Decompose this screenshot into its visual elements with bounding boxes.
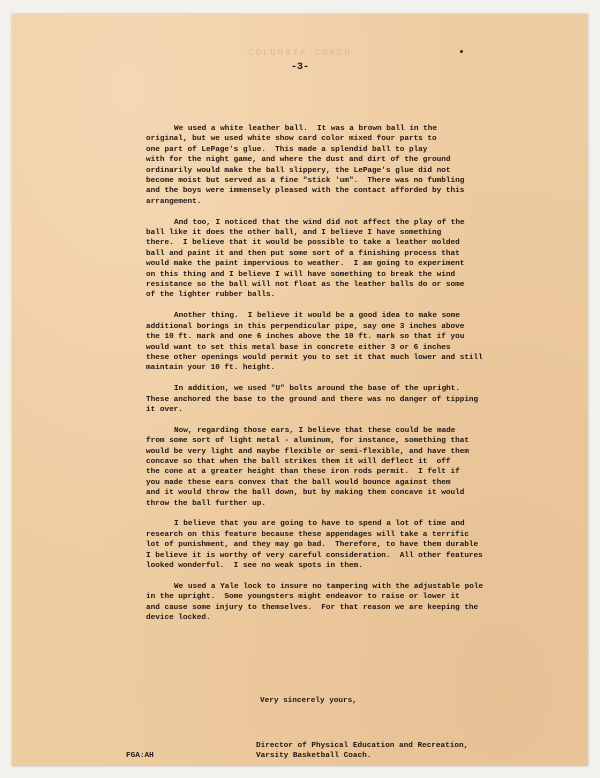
text-line: In addition, we used "U" bolts around the base of the upright. bbox=[174, 385, 461, 394]
text-line: original, but we used white show card color mixed four parts to bbox=[146, 135, 437, 144]
letter-body bbox=[146, 124, 566, 634]
text-line: on this thing and I believe I will have something to break the wind bbox=[146, 270, 456, 279]
text-line: the 10 ft. mark and one 6 inches above the 10 ft. mark so that if you bbox=[146, 333, 465, 342]
text-line: throw the ball further up. bbox=[146, 499, 266, 508]
text-line: These anchored the base to the ground and there was no danger of tipping bbox=[146, 395, 479, 404]
paragraph bbox=[146, 218, 566, 301]
text-line: ball and paint it and then put some sort of a finishing process that bbox=[146, 249, 460, 258]
text-line: would want to set this metal base in concrete either 3 or 6 inches bbox=[146, 343, 451, 352]
text-line: Another thing. I believe it would be a good idea to make some bbox=[174, 312, 461, 321]
letter-page bbox=[12, 14, 588, 766]
text-line: maintain your 10 ft. height. bbox=[146, 364, 276, 373]
text-line: resistance so the ball will not float as the leather balls do or some bbox=[146, 281, 465, 290]
text-line: concave so that when the ball strikes them it will deflect it off bbox=[146, 457, 451, 466]
text-line: of the lighter rubber balls. bbox=[146, 291, 276, 300]
text-line: with for the night game, and where the dust and dirt of the ground bbox=[146, 156, 451, 165]
text-line: it over. bbox=[146, 405, 183, 414]
text-line: device locked. bbox=[146, 614, 211, 622]
text-line: looked wonderful. I see no weak spots in them. bbox=[146, 561, 363, 570]
signature-line-1: Director of Physical Education and Recreation, bbox=[256, 742, 469, 750]
faint-letterhead: COLUMBIA COACH bbox=[248, 48, 352, 58]
ink-dot bbox=[460, 50, 463, 53]
text-line: ball like it does the other ball, and I believe I have something bbox=[146, 229, 442, 238]
text-line: additional borings in this perpendicular pipe, say one 3 inches above bbox=[146, 322, 465, 331]
text-line: ordinarily would make the ball slippery, the LePage's glue did not bbox=[146, 166, 451, 175]
text-line: you made these ears convex that the ball would bounce against them bbox=[146, 478, 451, 487]
text-line: would make the paint impervious to weather. I am going to experiment bbox=[146, 260, 465, 269]
paragraph bbox=[146, 582, 566, 624]
text-line: I believe that you are going to have to spend a lot of time and bbox=[174, 520, 465, 529]
text-line: lot of punishment, and they may go bad. Therefore, to have them durable bbox=[146, 541, 479, 550]
signature-block bbox=[256, 741, 468, 762]
signature-line-2: Varsity Basketball Coach. bbox=[256, 752, 372, 761]
text-line: these other openings would permit you to set it that much lower and still bbox=[146, 353, 483, 362]
text-line: and it would throw the ball down, but by making them concave it would bbox=[146, 489, 465, 498]
closing: Very sincerely yours, bbox=[260, 697, 357, 705]
text-line: And too, I noticed that the wind did not affect the play of the bbox=[174, 218, 465, 227]
text-line: and cause some injury to themselves. For that reason we are keeping the bbox=[146, 603, 479, 612]
text-line: in the upright. Some youngsters might endeavor to raise or lower it bbox=[146, 593, 460, 602]
text-line: and the boys were immensely pleased with the contact afforded by this bbox=[146, 187, 465, 196]
text-line: I believe it is worthy of very careful consideration. All other features bbox=[146, 551, 483, 560]
text-line: We used a white leather ball. It was a brown ball in the bbox=[174, 125, 437, 133]
text-line: would be very light and maybe flexible or semi-flexible, and have them bbox=[146, 447, 469, 456]
text-line: We used a Yale lock to insure no tampering with the adjustable pole bbox=[174, 582, 484, 591]
text-line: arrangement. bbox=[146, 197, 202, 206]
text-line: become moist but served as a fine "stick 'um". There was no fumbling bbox=[146, 177, 465, 186]
paragraph bbox=[146, 519, 566, 571]
paragraph bbox=[146, 384, 566, 415]
paragraph bbox=[146, 426, 566, 509]
text-line: there. I believe that it would be possible to take a leather molded bbox=[146, 239, 460, 248]
typist-initials: FGA:AH bbox=[126, 752, 154, 760]
page-number: -3- bbox=[290, 62, 309, 73]
text-line: one part of LePage's glue. This made a splendid ball to play bbox=[146, 145, 428, 154]
text-line: research on this feature because these appendages will take a terrific bbox=[146, 530, 469, 539]
paragraph bbox=[146, 124, 566, 207]
text-line: from some sort of light metal - aluminum, for instance, something that bbox=[146, 437, 469, 446]
text-line: the cone at a greater height than these iron rods permit. I felt if bbox=[146, 468, 460, 477]
paragraph bbox=[146, 311, 566, 373]
text-line: Now, regarding those ears, I believe that these could be made bbox=[174, 426, 456, 435]
